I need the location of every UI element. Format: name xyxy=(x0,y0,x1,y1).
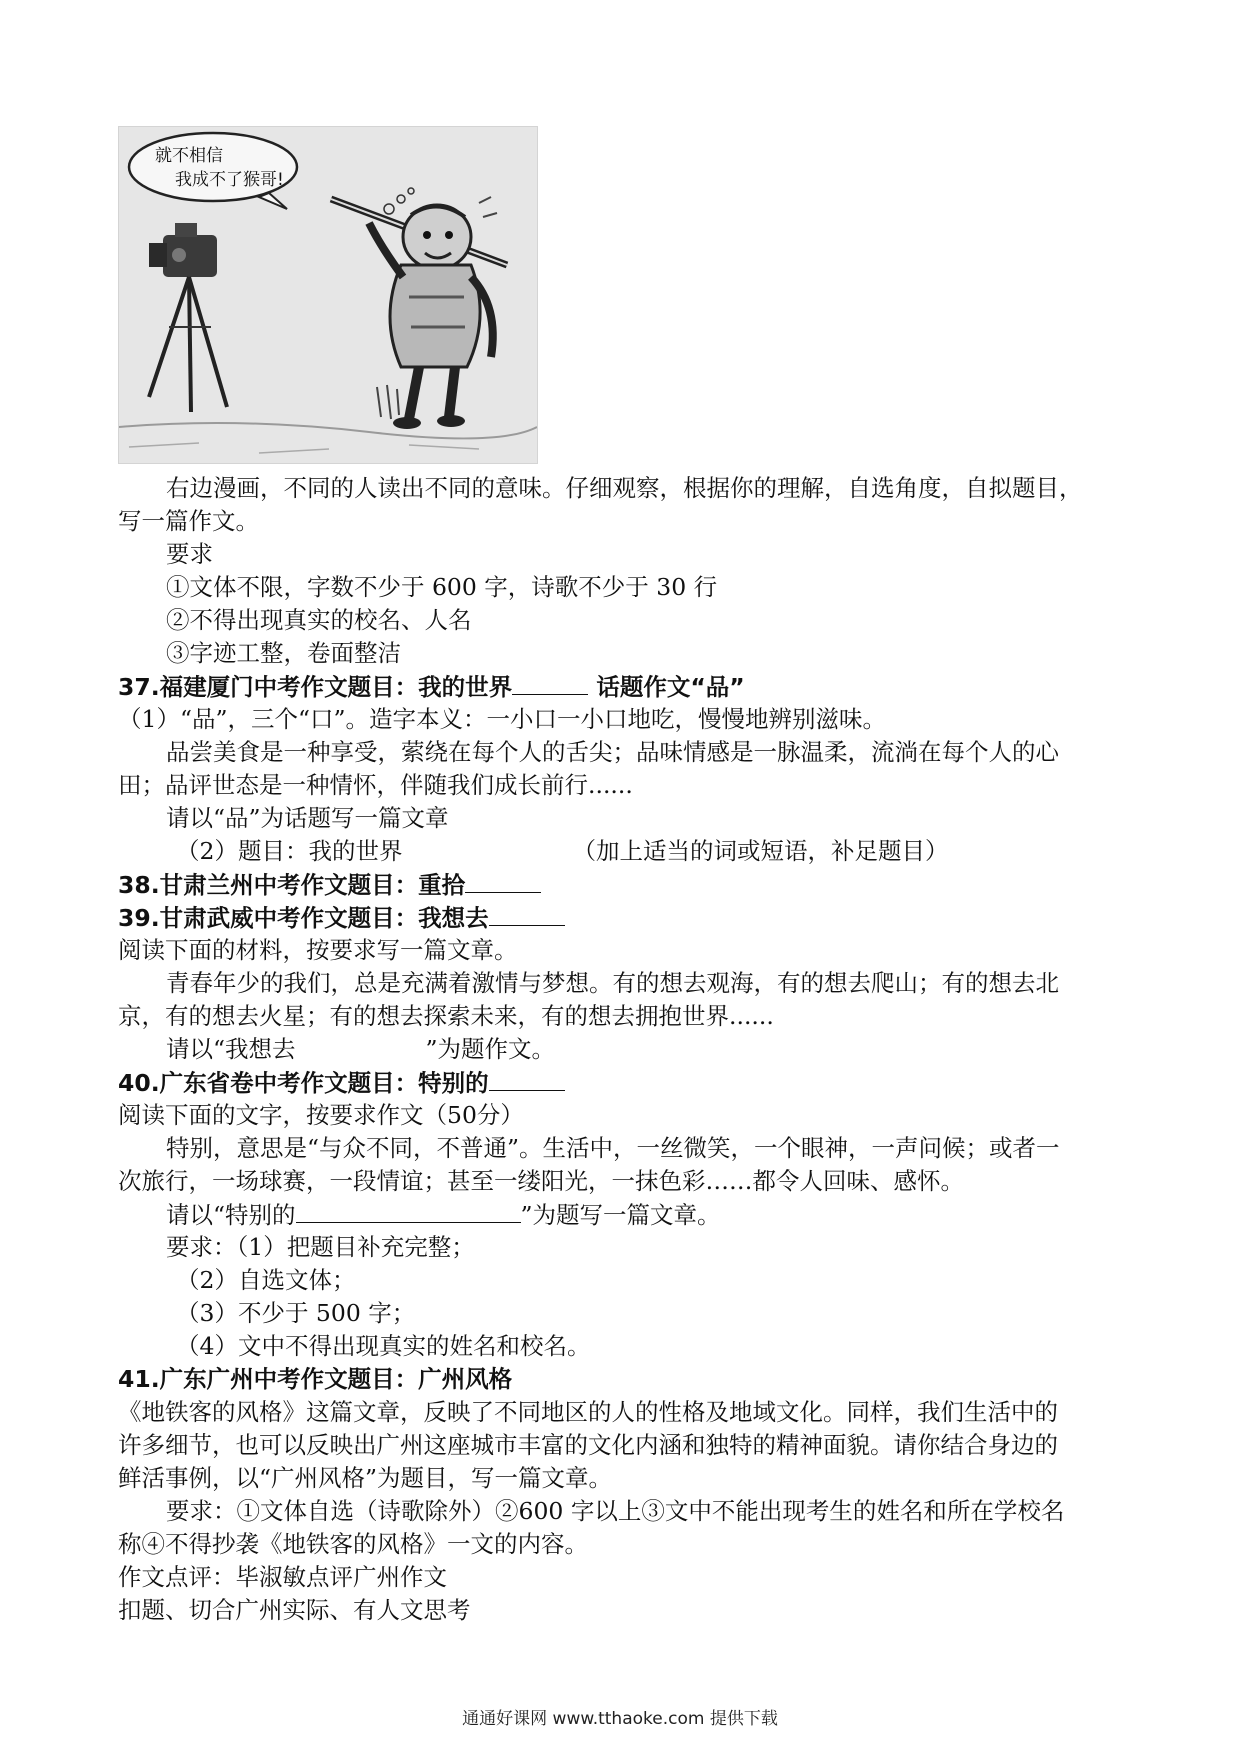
q37-heading-a: 37.福建厦门中考作文题目：我的世界 xyxy=(118,673,513,701)
q41-p1-line1: 《地铁客的风格》这篇文章，反映了不同地区的人的性格及地域文化。同样，我们生活中的 xyxy=(118,1398,1058,1426)
q37-p3: 请以“品”为话题写一篇文章 xyxy=(166,804,449,832)
q41-heading: 41.广东广州中考作文题目：广州风格 xyxy=(118,1365,513,1393)
q37-heading xyxy=(118,670,1123,703)
q36-prompt-line1: 右边漫画，不同的人读出不同的意味。仔细观察，根据你的理解，自选角度，自拟题目， xyxy=(166,474,1083,502)
q41-p1-line2: 许多细节，也可以反映出广州这座城市丰富的文化内涵和独特的精神面貌。请你结合身边的 xyxy=(118,1431,1058,1459)
q40-req4: （4）文中不得出现真实的姓名和校名。 xyxy=(176,1332,591,1360)
q40-p3-b: ”为题写一篇文章。 xyxy=(520,1201,721,1229)
bubble-text-2: 我成不了猴哥! xyxy=(175,170,284,190)
q37-p1: （1）“品”，三个“口”。造字本义：一小口一小口地吃，慢慢地辨别滋味。 xyxy=(118,705,887,733)
q40-req3: （3）不少于 500 字； xyxy=(176,1299,416,1327)
fill-blank xyxy=(489,1066,565,1091)
q40-heading xyxy=(118,1066,1123,1099)
essay-text xyxy=(118,472,1123,1627)
q41-p3: 作文点评：毕淑敏点评广州作文 xyxy=(118,1563,447,1591)
q36-req2: ②不得出现真实的校名、人名 xyxy=(166,606,472,634)
q38-heading-text: 38.甘肃兰州中考作文题目：重拾 xyxy=(118,871,466,899)
q36-req-label: 要求 xyxy=(166,540,213,568)
q39-p2-line2: 京，有的想去火星；有的想去探索未来，有的想去拥抱世界...... xyxy=(118,1002,774,1030)
fill-blank xyxy=(465,868,541,893)
q40-p2-line1: 特别，意思是“与众不同，不普通”。生活中，一丝微笑，一个眼神，一声问候；或者一 xyxy=(166,1134,1060,1162)
q40-p3-a: 请以“特别的 xyxy=(166,1201,296,1229)
q41-p1-line3: 鲜活事例，以“广州风格”为题目，写一篇文章。 xyxy=(118,1464,613,1492)
cartoon-image xyxy=(118,126,538,464)
q39-p2-line1: 青春年少的我们，总是充满着激情与梦想。有的想去观海，有的想去爬山；有的想去北 xyxy=(166,969,1059,997)
q36-prompt-line2: 写一篇作文。 xyxy=(118,507,259,535)
q36-req3: ③字迹工整，卷面整洁 xyxy=(166,639,401,667)
q40-p3 xyxy=(118,1198,1123,1231)
q41-p4: 扣题、切合广州实际、有人文思考 xyxy=(118,1596,471,1624)
q40-p1: 阅读下面的文字，按要求作文（50分） xyxy=(118,1101,524,1129)
q37-heading-b: 话题作文“品” xyxy=(588,673,745,701)
q39-p3 xyxy=(118,1033,1123,1066)
bubble-text-1: 就不相信 xyxy=(155,146,223,166)
q39-heading xyxy=(118,901,1123,934)
page-footer: 通通好课网 www.tthaoke.com 提供下载 xyxy=(462,1709,778,1729)
q41-p2-line2: 称④不得抄袭《地铁客的风格》一文的内容。 xyxy=(118,1530,588,1558)
q40-p2-line2: 次旅行，一场球赛，一段情谊；甚至一缕阳光，一抹色彩……都令人回味、感怀。 xyxy=(118,1167,964,1195)
q40-req2: （2）自选文体； xyxy=(176,1266,356,1294)
q39-p3-b: ”为题作文。 xyxy=(425,1035,556,1063)
q40-heading-text: 40.广东省卷中考作文题目：特别的 xyxy=(118,1069,489,1097)
q39-p1: 阅读下面的材料，按要求写一篇文章。 xyxy=(118,936,518,964)
q37-p4 xyxy=(118,835,1123,868)
q41-p2-line1: 要求：①文体自选（诗歌除外）②600 字以上③文中不能出现考生的姓名和所在学校名 xyxy=(166,1497,1065,1525)
q40-req1: 要求：（1）把题目补充完整； xyxy=(166,1233,475,1261)
q39-heading-text: 39.甘肃武威中考作文题目：我想去 xyxy=(118,904,489,932)
q37-p4-a: （2）题目：我的世界 xyxy=(176,837,403,865)
q37-p2-line2: 田；品评世态是一种情怀，伴随我们成长前行...... xyxy=(118,771,633,799)
fill-blank xyxy=(489,901,565,926)
fill-blank xyxy=(296,1198,521,1223)
q38-heading xyxy=(118,868,1123,901)
fill-blank xyxy=(512,670,588,695)
q39-p3-a: 请以“我想去 xyxy=(166,1035,296,1063)
q36-req1: ①文体不限，字数不少于 600 字，诗歌不少于 30 行 xyxy=(166,573,718,601)
q37-p4-b: （加上适当的词或短语，补足题目） xyxy=(572,837,949,865)
q37-p2-line1: 品尝美食是一种享受，萦绕在每个人的舌尖；品味情感是一脉温柔，流淌在每个人的心 xyxy=(166,738,1059,766)
